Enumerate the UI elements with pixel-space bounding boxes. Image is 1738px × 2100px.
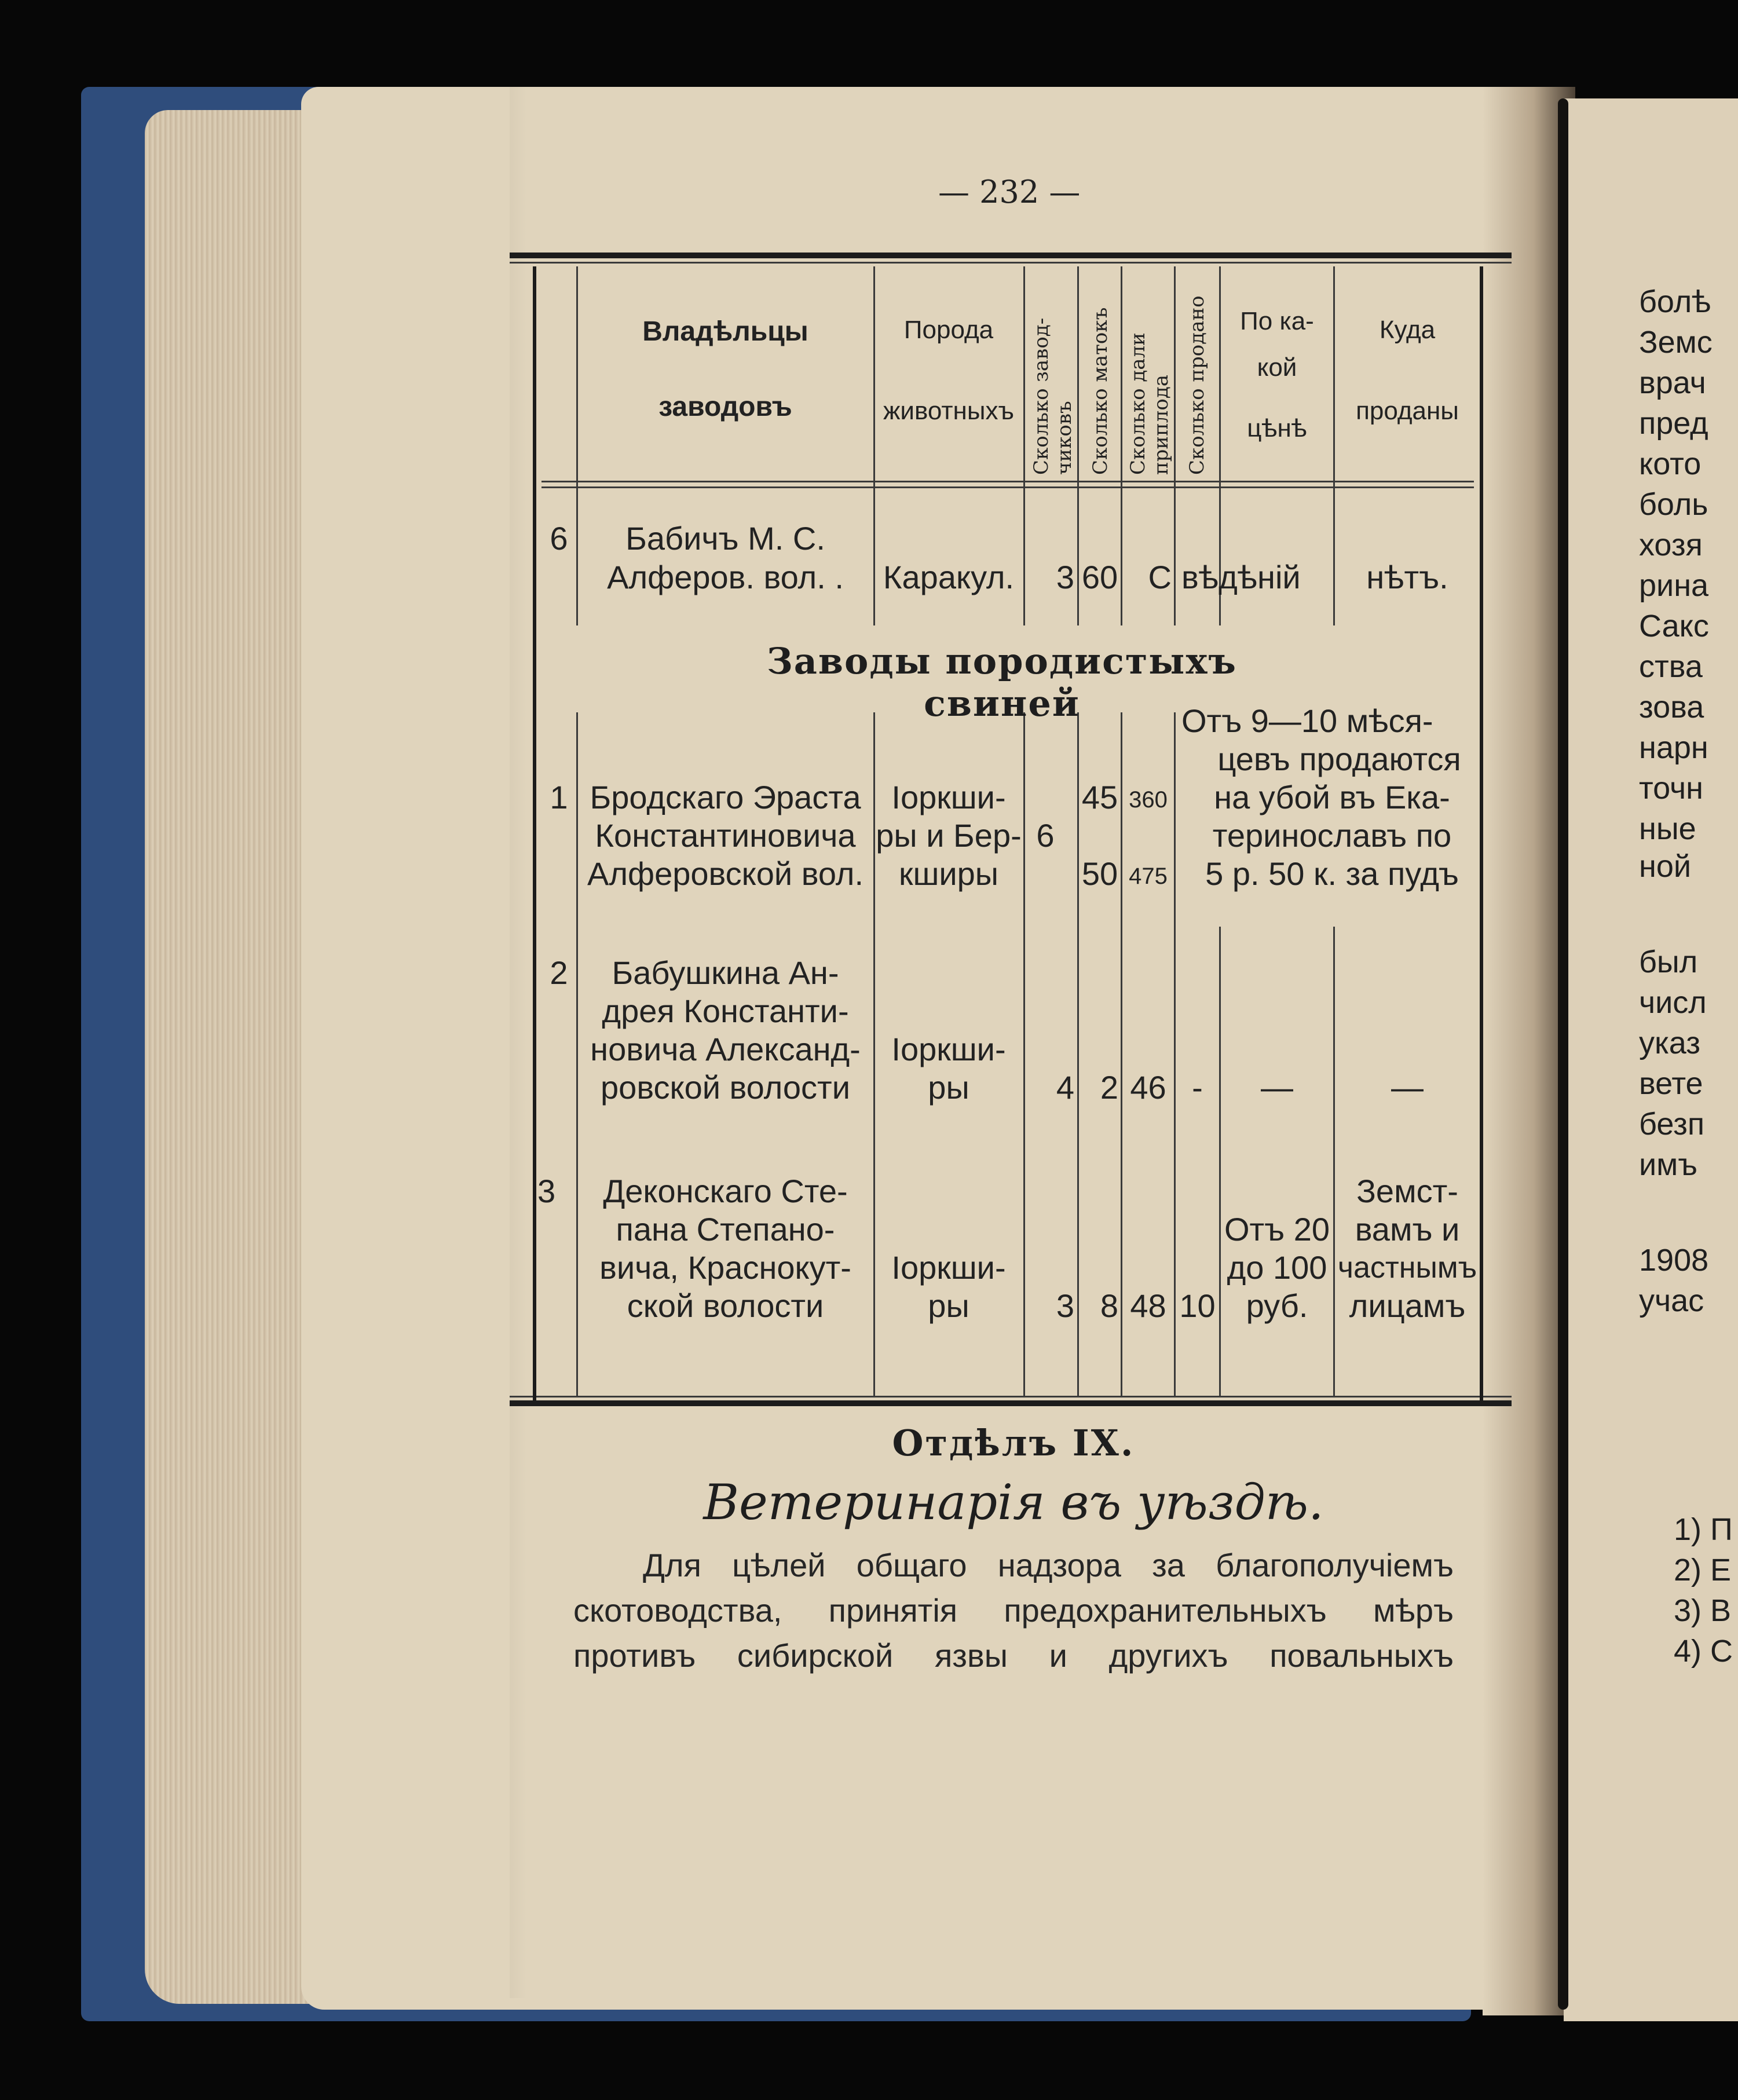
row1-owner-line2: Константиновича xyxy=(595,817,856,854)
row2-num: 2 xyxy=(550,954,568,991)
col-rule-owner-lower xyxy=(873,712,875,1396)
row3-sold: 10 xyxy=(1179,1287,1216,1324)
row1-note-line1: Отъ 9—10 мѣся- xyxy=(1181,703,1433,739)
right-line: врач xyxy=(1639,365,1706,400)
row3-owner-line2: пана Степано- xyxy=(616,1211,835,1247)
row3-dams: 8 xyxy=(1100,1287,1118,1324)
row3-breed-line2: ры xyxy=(928,1287,969,1324)
right-line: был xyxy=(1639,945,1698,979)
header-where-line1: Куда xyxy=(1379,316,1436,344)
right-page-edge xyxy=(1558,98,1568,2010)
page-shadow xyxy=(510,87,527,1998)
chapter-title: Ветеринарія въ уѣздѣ. xyxy=(703,1474,1324,1531)
right-line: боль xyxy=(1639,487,1708,522)
row1-num: 1 xyxy=(550,779,568,815)
right-line: вете xyxy=(1639,1066,1703,1101)
right-line: числ xyxy=(1639,985,1707,1020)
header-offspring-line1: Сколько дали xyxy=(1126,332,1150,475)
row3-breed-line1: Іоркши- xyxy=(891,1249,1006,1286)
row3-sires: 3 xyxy=(1056,1287,1074,1324)
header-where-line2: проданы xyxy=(1356,397,1459,425)
table-bottom-rule xyxy=(510,1400,1512,1406)
row2-owner-line1: Бабушкина Ан- xyxy=(612,954,839,991)
row2-sold: - xyxy=(1192,1069,1203,1106)
section-heading: Заводы породистыхъ свиней xyxy=(767,640,1237,725)
right-line: хозя xyxy=(1639,528,1703,562)
row1-breed-line1: Іоркши- xyxy=(891,779,1006,815)
header-sires-line2: чиковъ xyxy=(1053,401,1076,475)
header-price-line2: кой xyxy=(1257,353,1297,382)
page-number: — 232 — xyxy=(938,174,1081,210)
row3-offspring: 48 xyxy=(1130,1287,1166,1324)
right-line: ные xyxy=(1639,811,1696,846)
right-line: точн xyxy=(1639,771,1703,806)
row2-owner-line2: дрея Константи- xyxy=(602,993,849,1029)
row3-owner-line3: вича, Краснокут- xyxy=(599,1249,851,1286)
right-line: ства xyxy=(1639,649,1703,684)
page-edges xyxy=(145,110,319,2004)
row6-note-s: С xyxy=(1148,559,1172,595)
header-sires-line1: Сколько завод- xyxy=(1030,317,1053,475)
row1-dams-1: 45 xyxy=(1081,779,1118,815)
right-line: имъ xyxy=(1639,1147,1698,1182)
row2-price: — xyxy=(1261,1069,1293,1106)
row2-breed-line2: ры xyxy=(928,1069,969,1106)
row1-note-line5: 5 р. 50 к. за пудъ xyxy=(1205,855,1459,892)
row1-owner-line1: Бродскаго Эраста xyxy=(590,779,861,815)
row6-dams: 60 xyxy=(1081,559,1118,595)
right-line: 1908 xyxy=(1639,1243,1709,1278)
row2-owner-line4: ровской волости xyxy=(601,1069,850,1106)
row3-price-line2: до 100 xyxy=(1227,1249,1327,1286)
row1-offspring-2: 475 xyxy=(1129,864,1168,889)
row1-note-line2: цевъ продаются xyxy=(1217,741,1461,777)
row2-breed-line1: Іоркши- xyxy=(891,1031,1006,1067)
col-rule-num-lower xyxy=(576,712,578,1396)
header-dams: Сколько матокъ xyxy=(1089,307,1112,475)
header-owner-line2: заводовъ xyxy=(658,392,792,422)
row3-owner-line1: Деконскаго Сте- xyxy=(603,1173,848,1209)
right-line: учас xyxy=(1639,1283,1704,1318)
row6-breed: Каракул. xyxy=(883,559,1015,595)
row2-where: — xyxy=(1391,1069,1424,1106)
row1-note-line3: на убой въ Ека- xyxy=(1214,779,1450,815)
row3-price-line1: Отъ 20 xyxy=(1224,1211,1330,1247)
header-owner-line1: Владѣльцы xyxy=(642,316,808,347)
col-rule-num xyxy=(576,266,578,625)
right-line: болѣ xyxy=(1639,284,1711,319)
row3-where-line2: вамъ и xyxy=(1355,1211,1460,1247)
right-line: 1) П xyxy=(1674,1512,1733,1547)
row1-sires: 6 xyxy=(1036,817,1055,854)
right-line: Сакс xyxy=(1639,609,1709,643)
header-breed-line2: животныхъ xyxy=(883,397,1014,425)
right-line: безп xyxy=(1639,1107,1705,1142)
body-line-3: противъ сибирской язвы и другихъ повальныхъ xyxy=(573,1637,1454,1674)
right-line: зова xyxy=(1639,690,1704,725)
body-line-1: Для цѣлей общаго надзора за благополучіемъ xyxy=(643,1547,1454,1583)
row3-num: 3 xyxy=(537,1173,556,1209)
col-rule-owner xyxy=(873,266,875,625)
right-line: рина xyxy=(1639,568,1709,603)
header-breed-line1: Порода xyxy=(903,316,994,344)
row2-offspring: 46 xyxy=(1130,1069,1166,1106)
table-top-rule xyxy=(510,253,1512,258)
header-offspring-line2: приплода xyxy=(1150,374,1173,475)
right-line: пред xyxy=(1639,406,1708,441)
row1-dams-2: 50 xyxy=(1081,855,1118,892)
right-line: 2) Е xyxy=(1674,1553,1732,1587)
body-line-2: скотоводства, принятія предохранительныхъ мѣръ xyxy=(573,1592,1454,1629)
row1-owner-line3: Алферовской вол. xyxy=(587,855,864,892)
row6-num: 6 xyxy=(550,520,568,557)
row3-owner-line4: ской волости xyxy=(627,1287,824,1324)
row1-offspring-1: 360 xyxy=(1129,787,1168,813)
header-sold: Сколько продано xyxy=(1186,295,1209,475)
right-line: ной xyxy=(1639,849,1692,884)
row6-sires: 3 xyxy=(1056,559,1074,595)
right-line: нарн xyxy=(1639,730,1708,765)
header-price-line3: цѣнѣ xyxy=(1247,414,1307,442)
row3-where-line4: лицамъ xyxy=(1349,1287,1466,1324)
row2-dams: 2 xyxy=(1100,1069,1118,1106)
col-rule-offspring xyxy=(1174,266,1176,625)
row1-breed-line3: кширы xyxy=(898,855,999,892)
right-line: 3) В xyxy=(1674,1593,1732,1628)
right-line: 4) С xyxy=(1674,1634,1733,1669)
table-left-border xyxy=(533,266,536,1402)
row1-breed-line2: ры и Бер- xyxy=(876,817,1022,854)
row3-price-line3: руб. xyxy=(1246,1287,1308,1324)
chapter-label: Отдѣлъ IX. xyxy=(892,1422,1135,1464)
row6-owner-line1: Бабичъ М. С. xyxy=(625,520,825,557)
right-line: кото xyxy=(1639,447,1702,481)
row2-owner-line3: новича Александ- xyxy=(590,1031,861,1067)
right-line: Земс xyxy=(1639,325,1713,360)
table-bottom-rule-thin xyxy=(510,1396,1512,1397)
row3-where-line3: частнымъ xyxy=(1337,1251,1477,1285)
table-top-rule-thin xyxy=(510,262,1512,264)
row1-note-line4: теринославъ по xyxy=(1212,817,1452,854)
row3-where-line1: Земст- xyxy=(1356,1173,1458,1209)
row6-note: вѣдѣній xyxy=(1181,559,1301,595)
header-price-line1: По ка- xyxy=(1240,307,1314,335)
right-line: указ xyxy=(1639,1026,1700,1060)
row2-sires: 4 xyxy=(1056,1069,1074,1106)
row6-owner-line2: Алферов. вол. . xyxy=(607,559,844,595)
row6-note-end: нѣтъ. xyxy=(1366,559,1448,595)
